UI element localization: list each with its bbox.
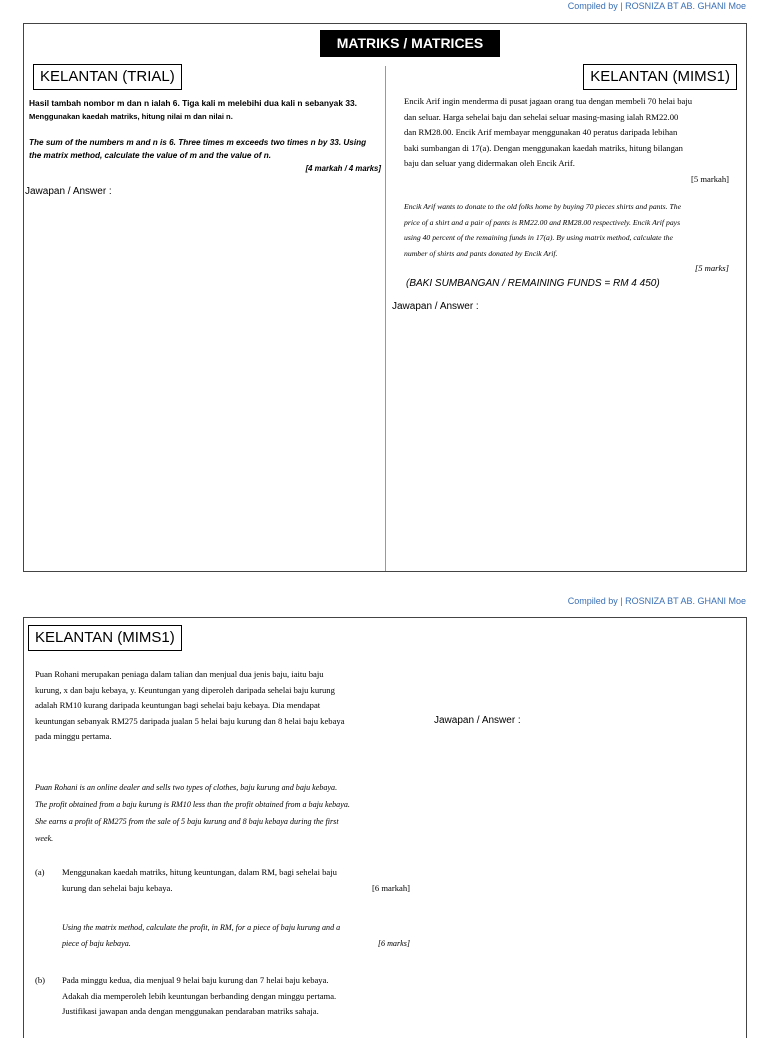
part-b-label: (b) — [35, 975, 46, 985]
question-intro-malay: Puan Rohani merupakan peniaga dalam talian dan menjual dua jenis baju, iaitu baju kurung, x dan baju kebaya, y. Keuntungan yang diperoleh daripada sehelai baju kurung adalah RM10 kurang daripada keuntungan bagi sehelai baju kebaya. Dia mendapat keuntungan sebanyak RM275 daripada jualan 5 helai baju kurung dan 8 helai baju kebaya pada minggu pertama. — [35, 669, 345, 742]
tag-kelantan-mims1-page2: KELANTAN (MIMS1) — [28, 625, 182, 651]
remaining-funds-note: (BAKI SUMBANGAN / REMAINING FUNDS = RM 4 450) — [406, 278, 660, 289]
part-a-malay: Menggunakan kaedah matriks, hitung keuntungan, dalam RM, bagi sehelai baju kurung dan sehelai baju kebaya. [6 markah] — [62, 867, 410, 893]
page-title: MATRIKS / MATRICES — [320, 30, 500, 57]
page-2 — [23, 617, 747, 1038]
compiled-by-header-2: Compiled by | ROSNIZA BT AB. GHANI Moe — [567, 596, 746, 606]
answer-label-right: Jawapan / Answer : — [392, 301, 479, 312]
answer-label-left: Jawapan / Answer : — [25, 186, 112, 197]
page-1 — [23, 23, 747, 572]
column-divider — [385, 66, 386, 571]
question-intro-english: Puan Rohani is an online dealer and sells two types of clothes, baju kurung and baju kebaya. The profit obtained from a baju kurung is RM10 less than the profit obtained from a baju kebaya. She earns a profit of RM275 from the sale of 5 baju kurung and 8 baju kebaya during the first week. — [35, 783, 350, 843]
answer-label-page2: Jawapan / Answer : — [434, 715, 521, 726]
tag-kelantan-mims1: KELANTAN (MIMS1) — [583, 64, 737, 90]
tag-kelantan-trial: KELANTAN (TRIAL) — [33, 64, 182, 90]
question-left-english: The sum of the numbers m and n is 6. Three times m exceeds two times n by 33. Using the matrix method, calculate the value of m and the value of n. [4 markah / 4 marks] — [29, 138, 381, 173]
part-b-malay: Pada minggu kedua, dia menjual 9 helai baju kurung dan 7 helai baju kebaya. Adakah dia memperoleh lebih keuntungan berbanding dengan minggu pertama. Justifikasi jawapan anda dengan menggunakan pendaraban matriks sahaja. — [62, 975, 337, 1017]
question-right-english: Encik Arif wants to donate to the old folks home by buying 70 pieces shirts and pants. The price of a shirt and a pair of pants is RM22.00 and RM28.00 respectively. Encik Arif pays using 40 percent of the remaining funds in 17(a). By using matrix method, calculate the number of shirts and pants donated by Encik Arif. [5 marks] — [404, 202, 729, 274]
part-a-label: (a) — [35, 867, 45, 877]
question-left-malay: Hasil tambah nombor m dan n ialah 6. Tiga kali m melebihi dua kali n sebanyak 33. Menggunakan kaedah matriks, hitung nilai m dan nilai n. — [29, 98, 357, 121]
part-a-english: Using the matrix method, calculate the profit, in RM, for a piece of baju kurung and a piece of baju kebaya. [6 marks] — [62, 923, 410, 948]
compiled-by-header: Compiled by | ROSNIZA BT AB. GHANI Moe — [567, 1, 746, 11]
question-right-malay: Encik Arif ingin menderma di pusat jagaan orang tua dengan membeli 70 helai baju dan seluar. Harga sehelai baju dan sehelai seluar masing-masing ialah RM22.00 dan RM28.00. Encik Arif membayar menggunakan 40 peratus daripada lebihan baki sumbangan di 17(a). Dengan menggunakan kaedah matriks, hitung bilangan baju dan seluar yang didermakan oleh Encik Arif. [5 markah] — [404, 96, 729, 184]
